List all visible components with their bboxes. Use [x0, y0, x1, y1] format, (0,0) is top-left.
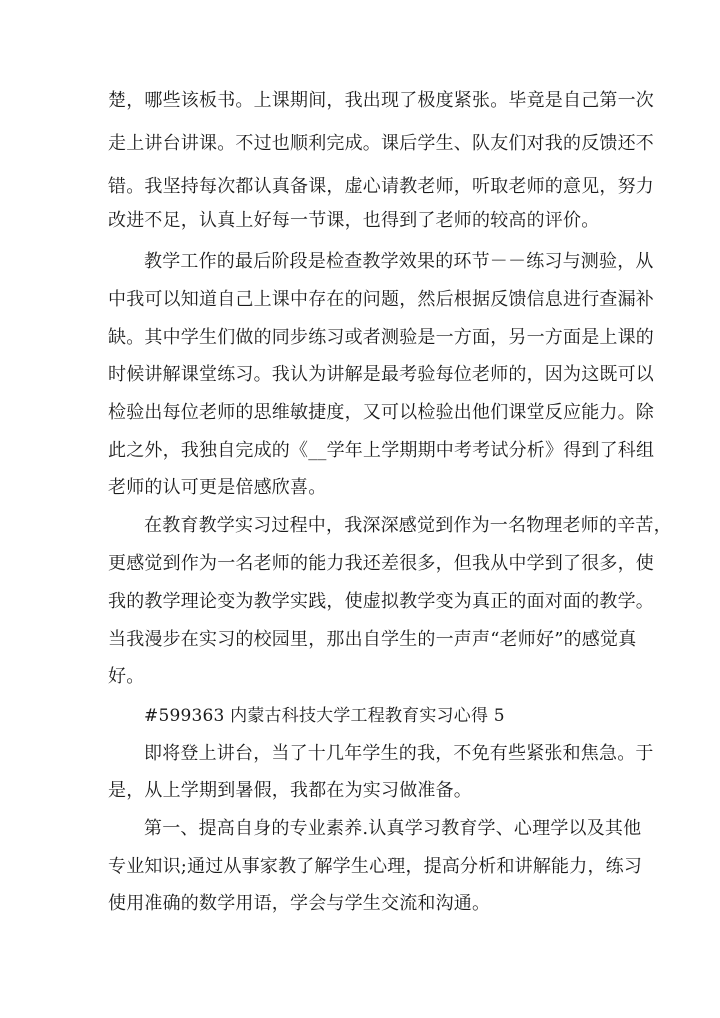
paragraph-5-line-1: 第一、提高自身的专业素养.认真学习教育学、心理学以及其他 — [144, 818, 642, 839]
paragraph-3-line-3: 我的教学理论变为教学实践，使虚拟教学变为真正的面对面的教学。 — [108, 591, 654, 612]
paragraph-3-line-2: 更感觉到作为一名老师的能力我还差很多，但我从中学到了很多，使 — [108, 553, 654, 574]
paragraph-2-line-3: 缺。其中学生们做的同步练习或者测验是一方面，另一方面是上课的 — [108, 327, 654, 348]
paragraph-3-line-4: 当我漫步在实习的校园里，那出自学生的一声声“老师好”的感觉真 — [108, 629, 637, 650]
paragraph-5-line-3: 使用准确的数学用语，学会与学生交流和沟通。 — [108, 893, 491, 914]
section-heading: #599363 内蒙古科技大学工程教育实习心得 5 — [144, 706, 505, 726]
paragraph-2-line-6: 此之外，我独自完成的《__学年上学期期中考考试分析》得到了科组 — [108, 440, 655, 461]
paragraph-2-line-1: 教学工作的最后阶段是检查教学效果的环节－－练习与测验，从 — [144, 251, 654, 272]
paragraph-1-line-4: 改进不足，认真上好每一节课，也得到了老师的较高的评价。 — [108, 210, 600, 231]
paragraph-2-line-7: 老师的认可更是倍感欣喜。 — [108, 477, 327, 498]
paragraph-1-line-2: 走上讲台讲课。不过也顺利完成。课后学生、队友们对我的反馈还不 — [108, 133, 654, 154]
paragraph-2-line-2: 中我可以知道自己上课中存在的问题，然后根据反馈信息进行查漏补 — [108, 289, 654, 310]
paragraph-3-line-5: 好。 — [108, 666, 145, 687]
paragraph-1-line-1: 楚，哪些该板书。上课期间，我出现了极度紧张。毕竟是自己第一次 — [108, 90, 654, 111]
paragraph-4-line-1: 即将登上讲台，当了十几年学生的我，不免有些紧张和焦急。于 — [144, 743, 654, 764]
paragraph-1-line-3: 错。我坚持每次都认真备课，虚心请教老师，听取老师的意见，努力 — [108, 176, 654, 197]
paragraph-3-line-1: 在教育教学实习过程中，我深深感觉到作为一名物理老师的辛苦， — [144, 515, 672, 536]
paragraph-2-line-5: 检验出每位老师的思维敏捷度，又可以检验出他们课堂反应能力。除 — [108, 402, 654, 423]
paragraph-2-line-4: 时候讲解课堂练习。我认为讲解是最考验每位老师的，因为这既可以 — [108, 364, 654, 385]
paragraph-5-line-2: 专业知识;通过从事家教了解学生心理，提高分析和讲解能力，练习 — [108, 856, 643, 877]
paragraph-4-line-2: 是，从上学期到暑假，我都在为实习做准备。 — [108, 780, 472, 801]
